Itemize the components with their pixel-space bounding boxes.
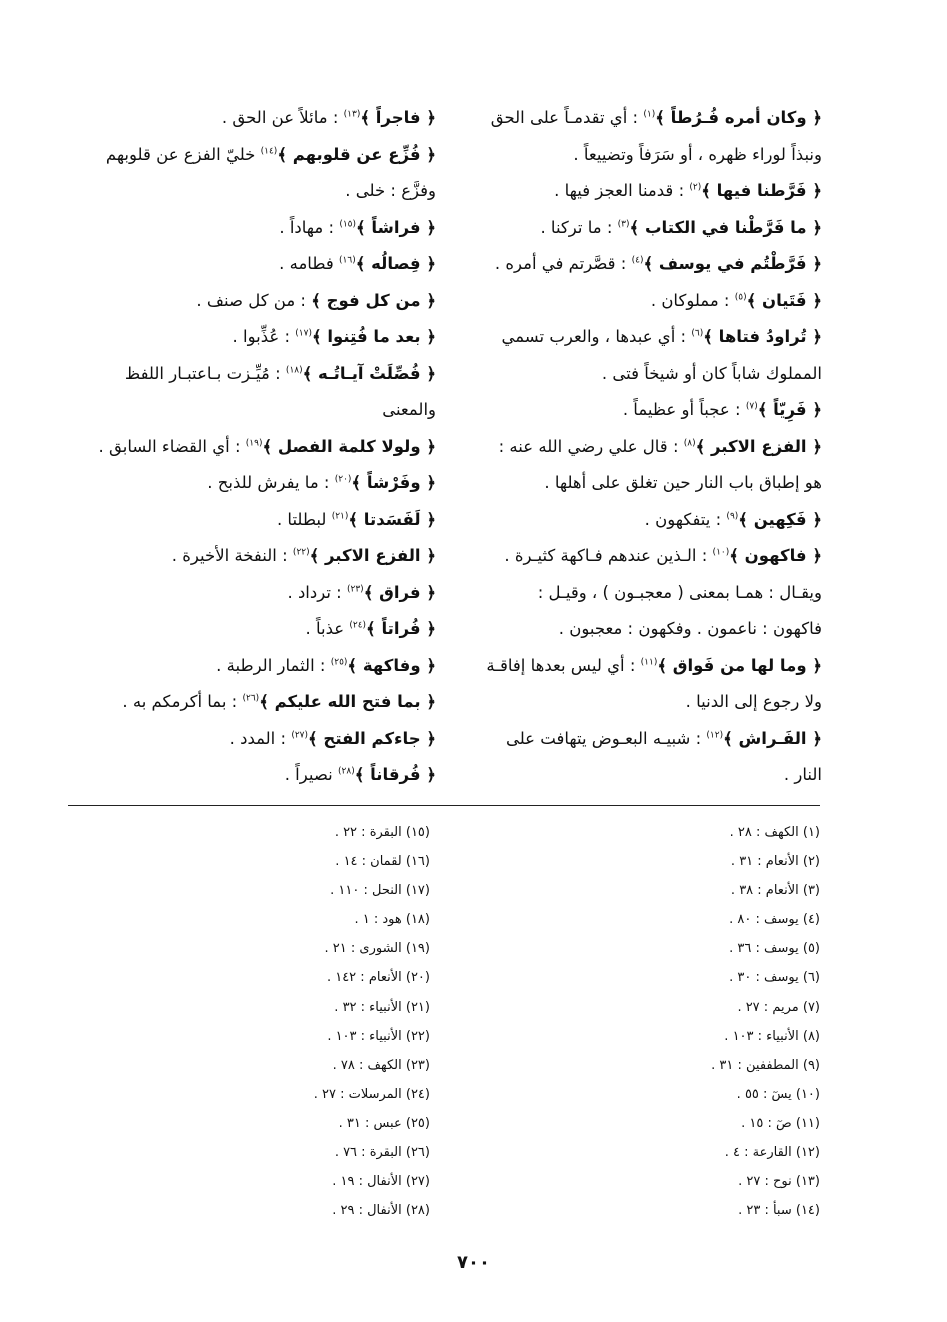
footnotes-left <box>150 818 430 1225</box>
footnote-ref: (٢٦) <box>242 693 260 704</box>
quran-phrase: ﴿ جاءكم الفتح ﴾ <box>308 728 436 748</box>
footnote-ref: (٤) <box>631 255 644 266</box>
footnote: (٢) الأنعام : ٣١ . <box>730 854 820 870</box>
entry-line <box>462 575 822 612</box>
entry-line <box>68 246 436 283</box>
quran-phrase: ﴿ ولولا كلمة الفصل ﴾ <box>262 436 436 456</box>
footnote-ref: (٣) <box>617 219 630 229</box>
entry-line <box>68 502 436 539</box>
footnote: (٦) يوسف : ٣٠ . <box>729 970 820 986</box>
footnote: (١٥) البقرة : ٢٢ . <box>334 825 430 840</box>
entry-text: : مملوكان . <box>650 290 735 310</box>
quran-phrase: ﴿ فُرقاناً ﴾ <box>354 765 436 784</box>
footnote-separator <box>68 805 820 806</box>
quran-phrase: ﴿ بعد ما فُتِنوا ﴾ <box>311 327 436 346</box>
entry-text: : مائلاً عن الحق . <box>221 108 344 127</box>
footnote: (٢٦) البقرة : ٧٦ . <box>334 1145 430 1161</box>
quran-phrase: ﴿ من كل فوج ﴾ <box>311 290 436 310</box>
footnote-ref: (٩) <box>726 511 739 521</box>
entry-text: : ترداد . <box>287 582 347 602</box>
entry-line <box>68 721 436 758</box>
entry-text: : قصَّرتم في أمره . <box>494 254 632 273</box>
footnote-ref: (١٣) <box>343 109 361 120</box>
entry-text: : النفخة الأخيرة . <box>171 546 293 565</box>
footnote-ref: (١١) <box>640 657 658 667</box>
footnote: (٢٤) المرسلات : ٢٧ . <box>313 1086 430 1102</box>
entry-text: النار . <box>783 765 822 784</box>
footnote: (٥) يوسف : ٣٦ . <box>729 941 820 957</box>
footnote-ref: (٢٤) <box>349 620 367 631</box>
quran-phrase: ﴿ فِصالُه ﴾ <box>355 254 436 273</box>
footnote-ref: (١٦) <box>339 255 356 266</box>
footnote-ref: (١٥) <box>339 219 357 229</box>
quran-phrase: ﴿ فُصِّلَتْ آيـاتُـه ﴾ <box>302 363 436 383</box>
entry-line <box>462 283 822 320</box>
entry-line <box>462 356 822 393</box>
entry-text: فاكهون : ناعمون . وفكهون : معجبون . <box>558 619 822 638</box>
entry-line <box>462 392 822 429</box>
entry-line <box>68 684 436 721</box>
entry-line <box>68 173 436 210</box>
entry-text: : عُذِّبوا . <box>232 327 296 346</box>
entry-text: : بما أكرمكم به . <box>122 692 243 711</box>
entry-line <box>68 137 436 174</box>
footnote-ref: (٢١) <box>331 511 349 521</box>
quran-phrase: ﴿ فاكهون ﴾ <box>729 546 822 565</box>
quran-phrase: ﴿ وما لها من فَواق ﴾ <box>657 655 822 675</box>
entry-text: ولا رجوع إلى الدنيا . <box>685 692 822 711</box>
footnote-ref: (٢٧) <box>291 730 309 740</box>
footnote-ref: (١٧) <box>295 328 312 339</box>
footnote-ref: (٢٢) <box>292 547 310 558</box>
footnote-ref: (٢٣) <box>346 584 364 594</box>
footnote-ref: (٢) <box>689 182 702 193</box>
quran-phrase: ﴿ فُزِّع عن قلوبهم ﴾ <box>277 144 436 164</box>
entry-text: : شبيـه البعـوض يتهافت على <box>505 728 707 748</box>
entry-text: : المدد . <box>229 728 292 748</box>
entry-text: لبطلتا . <box>276 509 332 529</box>
entry-line <box>462 611 822 648</box>
footnote: (١٠) يسٓ : ٥٥ . <box>736 1086 820 1102</box>
quran-phrase: ﴿ فُراتاً ﴾ <box>366 619 436 638</box>
entry-line <box>68 575 436 612</box>
entry-line <box>462 319 822 356</box>
entries-column-left <box>68 100 436 794</box>
entry-line <box>462 721 822 758</box>
entry-line <box>68 210 436 247</box>
entry-text: : أي ليس بعدها إفاقـة <box>486 655 641 675</box>
entry-line <box>462 757 822 794</box>
entry-text: : قال علي رضي الله عنه : <box>498 436 684 456</box>
entry-text: : ما يفرش للذبح . <box>207 473 335 492</box>
footnote: (٢٢) الأنبياء : ١٠٣ . <box>327 1028 430 1044</box>
footnote-ref: (٨) <box>683 438 696 448</box>
entry-line <box>68 465 436 502</box>
entry-line <box>462 684 822 721</box>
footnote-ref: (١) <box>643 109 656 120</box>
quran-phrase: ﴿ وفاكهة ﴾ <box>347 655 436 675</box>
entry-line <box>68 648 436 685</box>
footnote: (١٩) الشورى : ٢١ . <box>324 941 430 957</box>
quran-phrase: ﴿ الفزع الاكبر ﴾ <box>695 436 822 456</box>
footnote: (١) الكهف : ٢٨ . <box>729 825 820 840</box>
page-number: ٧٠٠ <box>457 1252 490 1273</box>
footnote-ref: (٧) <box>745 401 758 412</box>
entry-line <box>68 429 436 466</box>
entry-text: : ما تركنا . <box>540 217 618 237</box>
entry-line <box>462 648 822 685</box>
entry-text: عذباً . <box>305 619 350 638</box>
quran-phrase: ﴿ فَرِيّاً ﴾ <box>757 400 822 419</box>
entry-line <box>462 246 822 283</box>
entry-line <box>68 319 436 356</box>
footnote: (٢٧) الأنفال : ١٩ . <box>332 1174 430 1190</box>
entry-text: : من كل صنف . <box>196 290 312 310</box>
quran-phrase: ﴿ فَتَيان ﴾ <box>746 290 822 310</box>
entries-column-right <box>462 100 822 794</box>
quran-phrase: ﴿ فَرَّطْتُم في يوسف ﴾ <box>643 254 822 273</box>
entry-text: : الثمار الرطبة . <box>216 655 331 675</box>
entry-text: والمعنى <box>382 400 436 419</box>
quran-phrase: ﴿ فَكِهين ﴾ <box>738 509 822 529</box>
footnote-ref: (١٢) <box>706 730 724 740</box>
quran-phrase: ﴿ وفَرْشاً ﴾ <box>351 473 436 492</box>
footnote-ref: (٢٨) <box>338 766 355 777</box>
footnote: (٢٥) عبس : ٣١ . <box>338 1115 430 1131</box>
entry-text: فطامه . <box>279 254 339 273</box>
entry-text: نصيراً . <box>284 765 338 784</box>
footnote: (٢٠) الأنعام : ١٤٢ . <box>326 970 430 986</box>
footnote-ref: (١٩) <box>245 438 263 448</box>
footnote: (٧) مريم : ٢٧ . <box>737 999 820 1015</box>
footnote: (٣) الأنعام : ٣٨ . <box>730 883 820 899</box>
footnote-ref: (١٠) <box>712 547 730 558</box>
footnote: (٤) يوسف : ٨٠ . <box>729 912 820 928</box>
quran-phrase: ﴿ فراق ﴾ <box>363 582 436 602</box>
entry-text: : مُيِّـزت بـاعتبـار اللفظ <box>124 363 286 383</box>
entry-line <box>462 465 822 502</box>
footnote: (٢٣) الكهف : ٧٨ . <box>332 1057 430 1073</box>
footnote: (١٣) نوح : ٢٧ . <box>738 1174 820 1190</box>
entry-text: : أي تقدمـاً على الحق <box>490 108 644 127</box>
entry-text: ويقـال : همـا بمعنى ( معجبـون ) ، وقيـل : <box>537 582 822 602</box>
entry-line <box>68 611 436 648</box>
entry-text: : الـذين عندهم فـاكهة كثيـرة . <box>504 546 713 565</box>
entry-text: المملوك شاباً كان أو شيخاً فتى . <box>601 363 822 383</box>
quran-phrase: ﴿ لَفَسَدتا ﴾ <box>348 509 436 529</box>
entry-text: : مهاداً . <box>279 217 340 237</box>
footnote: (١٤) سبأ : ٢٣ . <box>738 1203 820 1219</box>
entry-line <box>462 173 822 210</box>
footnote: (٢١) الأنبياء : ٣٢ . <box>334 999 430 1015</box>
footnote-ref: (٢٥) <box>330 657 348 667</box>
entry-line <box>462 100 822 137</box>
quran-phrase: ﴿ فاجراً ﴾ <box>360 108 436 127</box>
entry-line <box>462 429 822 466</box>
footnote: (٢٨) الأنفال : ٢٩ . <box>332 1203 430 1219</box>
entry-line <box>68 283 436 320</box>
footnote: (١٦) لقمان : ١٤ . <box>335 854 430 870</box>
footnote-ref: (١٨) <box>285 365 303 375</box>
entry-line <box>68 356 436 393</box>
footnote: (٨) الأنبياء : ١٠٣ . <box>724 1028 820 1044</box>
entry-line <box>68 392 436 429</box>
footnote-ref: (٥) <box>734 292 747 302</box>
quran-phrase: ﴿ الفَـراش ﴾ <box>723 728 822 748</box>
entry-text: : عجباً أو عظيماً . <box>622 400 746 419</box>
footnote: (١٧) النحل : ١١٠ . <box>330 883 430 899</box>
footnotes-right <box>560 818 820 1225</box>
entry-text: وفزَّع : خلى . <box>345 181 436 200</box>
footnote: (١٢) القارعة : ٤ . <box>724 1145 820 1161</box>
footnote: (٩) المطففين : ٣١ . <box>711 1057 820 1073</box>
quran-phrase: ﴿ ما فَرَّطْنا في الكتاب ﴾ <box>629 217 822 237</box>
entry-text: ونبذاً لوراء ظهره ، أو سَرَفاً وتضييعاً . <box>573 144 822 164</box>
entry-text: : أي القضاء السابق . <box>98 436 246 456</box>
footnote-ref: (٦) <box>691 328 704 339</box>
entry-text: : قدمنا العجز فيها . <box>554 181 690 200</box>
entry-line <box>462 137 822 174</box>
footnote: (١١) صٓ : ١٥ . <box>741 1115 820 1131</box>
quran-phrase: ﴿ فراشاً ﴾ <box>356 217 436 237</box>
quran-phrase: ﴿ بما فتح الله عليكم ﴾ <box>259 692 436 711</box>
entry-line <box>462 502 822 539</box>
quran-phrase: ﴿ وكان أمره فُـرُطاً ﴾ <box>655 108 822 127</box>
footnote: (١٨) هود : ١ . <box>354 912 430 928</box>
entry-line <box>68 100 436 137</box>
quran-phrase: ﴿ تُراودُ فتاها ﴾ <box>703 327 822 346</box>
entry-text: هو إطباق باب النار حين تغلق على أهلها . <box>544 473 822 492</box>
entry-line <box>462 538 822 575</box>
entry-text: خليّ الفزع عن قلوبهم <box>105 144 261 164</box>
footnote-ref: (٢٠) <box>334 474 352 485</box>
quran-phrase: ﴿ فَرَّطنا فيها ﴾ <box>701 181 822 200</box>
footnote-ref: (١٤) <box>260 146 278 156</box>
quran-phrase: ﴿ الفزع الاكبر ﴾ <box>309 546 436 565</box>
entry-line <box>68 538 436 575</box>
entry-text: : أي عبدها ، والعرب تسمي <box>501 327 692 346</box>
entry-line <box>68 757 436 794</box>
entry-text: : يتفكهون . <box>644 509 727 529</box>
entry-line <box>462 210 822 247</box>
